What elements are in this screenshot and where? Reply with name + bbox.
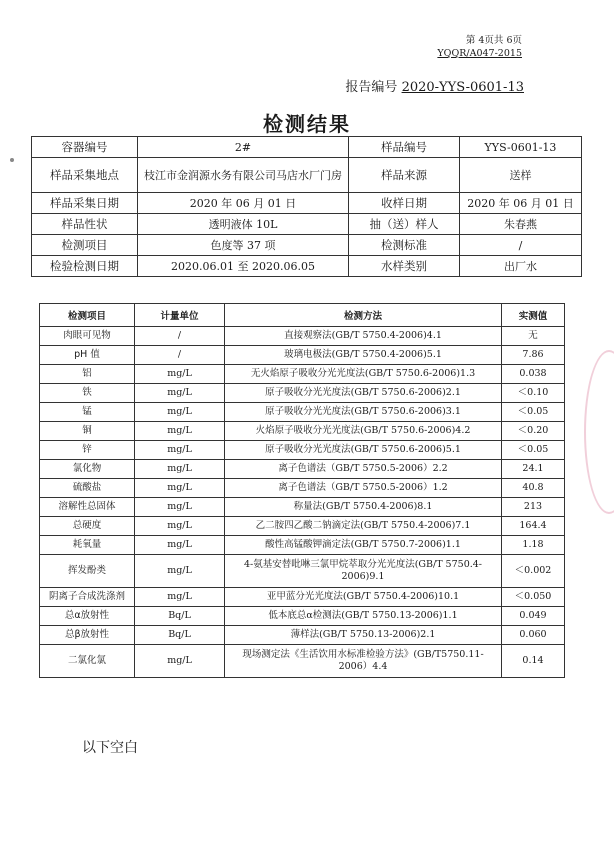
results-header-row bbox=[40, 304, 565, 327]
result-method: 玻璃电极法(GB/T 5750.4-2006)5.1 bbox=[225, 346, 502, 365]
result-value: ＜0.20 bbox=[502, 422, 565, 441]
result-unit: mg/L bbox=[135, 441, 225, 460]
info-label: 样品编号 bbox=[349, 137, 460, 158]
result-unit: mg/L bbox=[135, 517, 225, 536]
page-meta bbox=[437, 34, 522, 60]
result-item: 铝 bbox=[40, 365, 135, 384]
result-value: 0.049 bbox=[502, 607, 565, 626]
result-value: 0.060 bbox=[502, 626, 565, 645]
sample-info-table bbox=[31, 136, 582, 277]
info-value: 2020 年 06 月 01 日 bbox=[460, 193, 582, 214]
result-method: 乙二胺四乙酸二钠滴定法(GB/T 5750.4-2006)7.1 bbox=[225, 517, 502, 536]
result-item: 铜 bbox=[40, 422, 135, 441]
result-item: 铁 bbox=[40, 384, 135, 403]
info-row bbox=[32, 214, 582, 235]
info-label: 检验检测日期 bbox=[32, 256, 138, 277]
result-value: 7.86 bbox=[502, 346, 565, 365]
result-unit: / bbox=[135, 346, 225, 365]
info-value: 枝江市金润源水务有限公司马店水厂门房 bbox=[138, 158, 349, 193]
page-title: 检测结果 bbox=[263, 112, 351, 136]
info-label: 收样日期 bbox=[349, 193, 460, 214]
result-value: 0.038 bbox=[502, 365, 565, 384]
result-item: 硫酸盐 bbox=[40, 479, 135, 498]
result-item: 肉眼可见物 bbox=[40, 327, 135, 346]
header-unit: 计量单位 bbox=[135, 304, 225, 327]
result-item: 溶解性总固体 bbox=[40, 498, 135, 517]
result-method: 亚甲蓝分光光度法(GB/T 5750.4-2006)10.1 bbox=[225, 588, 502, 607]
result-row bbox=[40, 327, 565, 346]
result-value: 24.1 bbox=[502, 460, 565, 479]
result-row bbox=[40, 441, 565, 460]
result-row bbox=[40, 460, 565, 479]
result-item: 总β放射性 bbox=[40, 626, 135, 645]
info-row bbox=[32, 137, 582, 158]
result-value: ＜0.002 bbox=[502, 555, 565, 588]
result-row bbox=[40, 645, 565, 678]
result-row bbox=[40, 498, 565, 517]
info-label: 水样类别 bbox=[349, 256, 460, 277]
results-table bbox=[39, 303, 565, 678]
info-label: 样品性状 bbox=[32, 214, 138, 235]
result-unit: / bbox=[135, 327, 225, 346]
header-value: 实测值 bbox=[502, 304, 565, 327]
result-item: pH 值 bbox=[40, 346, 135, 365]
info-value: 2020.06.01 至 2020.06.05 bbox=[138, 256, 349, 277]
result-row bbox=[40, 384, 565, 403]
result-unit: Bq/L bbox=[135, 626, 225, 645]
result-item: 锌 bbox=[40, 441, 135, 460]
result-unit: mg/L bbox=[135, 555, 225, 588]
result-unit: mg/L bbox=[135, 365, 225, 384]
result-unit: Bq/L bbox=[135, 607, 225, 626]
info-value: 送样 bbox=[460, 158, 582, 193]
footer-note: 以下空白 bbox=[82, 740, 138, 756]
result-value: 无 bbox=[502, 327, 565, 346]
result-row bbox=[40, 626, 565, 645]
result-unit: mg/L bbox=[135, 498, 225, 517]
result-item: 二氯化氯 bbox=[40, 645, 135, 678]
result-row bbox=[40, 517, 565, 536]
info-row bbox=[32, 235, 582, 256]
result-unit: mg/L bbox=[135, 403, 225, 422]
result-row bbox=[40, 479, 565, 498]
header-item: 检测项目 bbox=[40, 304, 135, 327]
result-method: 酸性高锰酸钾滴定法(GB/T 5750.7-2006)1.1 bbox=[225, 536, 502, 555]
result-item: 阴离子合成洗涤剂 bbox=[40, 588, 135, 607]
result-row bbox=[40, 346, 565, 365]
info-row bbox=[32, 158, 582, 193]
result-value: 0.14 bbox=[502, 645, 565, 678]
result-unit: mg/L bbox=[135, 460, 225, 479]
report-number-label: 报告编号 bbox=[345, 80, 398, 95]
result-value: 164.4 bbox=[502, 517, 565, 536]
result-row bbox=[40, 422, 565, 441]
result-item: 耗氧量 bbox=[40, 536, 135, 555]
result-method: 直接观察法(GB/T 5750.4-2006)4.1 bbox=[225, 327, 502, 346]
scan-mark bbox=[10, 158, 14, 162]
info-value: 2# bbox=[138, 137, 349, 158]
result-row bbox=[40, 365, 565, 384]
result-unit: mg/L bbox=[135, 536, 225, 555]
report-number-line bbox=[345, 76, 524, 95]
result-method: 原子吸收分光光度法(GB/T 5750.6-2006)2.1 bbox=[225, 384, 502, 403]
header-method: 检测方法 bbox=[225, 304, 502, 327]
result-unit: mg/L bbox=[135, 384, 225, 403]
info-row bbox=[32, 256, 582, 277]
result-unit: mg/L bbox=[135, 422, 225, 441]
result-value: 213 bbox=[502, 498, 565, 517]
result-unit: mg/L bbox=[135, 588, 225, 607]
info-value: 色度等 37 项 bbox=[138, 235, 349, 256]
result-value: ＜0.05 bbox=[502, 441, 565, 460]
report-number-value: 2020-YYS-0601-13 bbox=[401, 80, 524, 95]
result-value: ＜0.050 bbox=[502, 588, 565, 607]
result-row bbox=[40, 536, 565, 555]
info-label: 样品来源 bbox=[349, 158, 460, 193]
result-item: 锰 bbox=[40, 403, 135, 422]
result-method: 4-氨基安替吡啉三氯甲烷萃取分光光度法(GB/T 5750.4-2006)9.1 bbox=[225, 555, 502, 588]
result-method: 现场测定法《生活饮用水标准检验方法》(GB/T5750.11-2006）4.4 bbox=[225, 645, 502, 678]
result-value: 1.18 bbox=[502, 536, 565, 555]
info-row bbox=[32, 193, 582, 214]
result-method: 离子色谱法（GB/T 5750.5-2006）2.2 bbox=[225, 460, 502, 479]
info-value: 2020 年 06 月 01 日 bbox=[138, 193, 349, 214]
info-label: 样品采集地点 bbox=[32, 158, 138, 193]
result-item: 挥发酚类 bbox=[40, 555, 135, 588]
seal-stamp-partial bbox=[584, 350, 614, 514]
result-item: 氯化物 bbox=[40, 460, 135, 479]
result-row bbox=[40, 607, 565, 626]
result-method: 称量法(GB/T 5750.4-2006)8.1 bbox=[225, 498, 502, 517]
info-label: 样品采集日期 bbox=[32, 193, 138, 214]
result-item: 总α放射性 bbox=[40, 607, 135, 626]
document-code: YQQR/A047-2015 bbox=[437, 48, 522, 59]
info-label: 抽（送）样人 bbox=[349, 214, 460, 235]
result-method: 低本底总α检测法(GB/T 5750.13-2006)1.1 bbox=[225, 607, 502, 626]
result-method: 薄样法(GB/T 5750.13-2006)2.1 bbox=[225, 626, 502, 645]
result-value: ＜0.10 bbox=[502, 384, 565, 403]
result-method: 原子吸收分光光度法(GB/T 5750.6-2006)5.1 bbox=[225, 441, 502, 460]
info-value: 出厂水 bbox=[460, 256, 582, 277]
result-unit: mg/L bbox=[135, 645, 225, 678]
info-value: 朱春燕 bbox=[460, 214, 582, 235]
result-value: ＜0.05 bbox=[502, 403, 565, 422]
page-info: 第 4页共 6页 bbox=[465, 35, 522, 46]
info-label: 容器编号 bbox=[32, 137, 138, 158]
info-label: 检测标准 bbox=[349, 235, 460, 256]
result-value: 40.8 bbox=[502, 479, 565, 498]
info-value: YYS-0601-13 bbox=[460, 137, 582, 158]
info-value: / bbox=[460, 235, 582, 256]
info-value: 透明液体 10L bbox=[138, 214, 349, 235]
info-label: 检测项目 bbox=[32, 235, 138, 256]
result-item: 总硬度 bbox=[40, 517, 135, 536]
result-method: 离子色谱法（GB/T 5750.5-2006）1.2 bbox=[225, 479, 502, 498]
result-row bbox=[40, 555, 565, 588]
result-method: 原子吸收分光光度法(GB/T 5750.6-2006)3.1 bbox=[225, 403, 502, 422]
result-method: 无火焰原子吸收分光光度法(GB/T 5750.6-2006)1.3 bbox=[225, 365, 502, 384]
result-unit: mg/L bbox=[135, 479, 225, 498]
result-row bbox=[40, 403, 565, 422]
result-row bbox=[40, 588, 565, 607]
result-method: 火焰原子吸收分光光度法(GB/T 5750.6-2006)4.2 bbox=[225, 422, 502, 441]
